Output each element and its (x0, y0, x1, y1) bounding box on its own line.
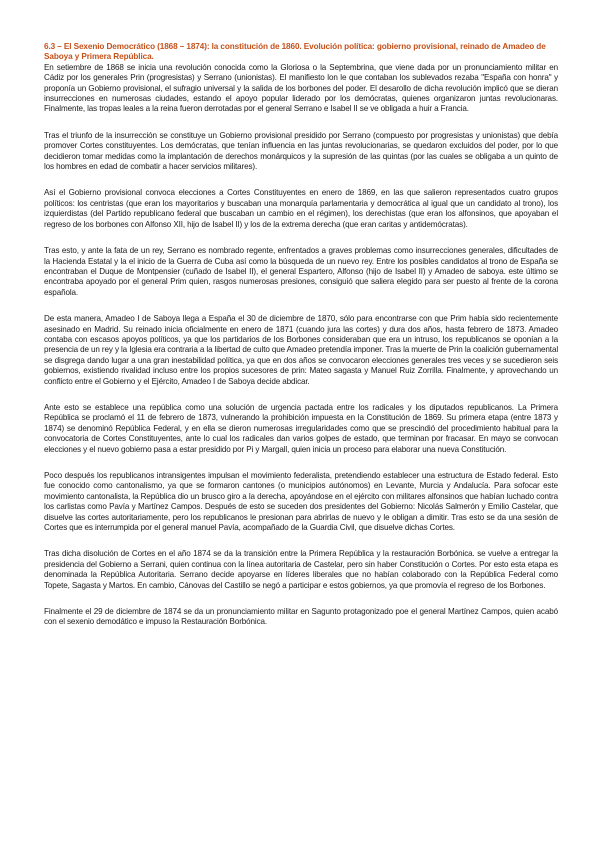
paragraph-pronunciamiento-sagunto: Finalmente el 29 de diciembre de 1874 se da un pronunciamiento militar en Sagunto protagonizado poe el general Martínez Campos, quien acabó con el sexenio demodático e impuso la Restauración Borbónica. (44, 607, 558, 627)
paragraph-cantonalismo: Poco después los republicanos intransigentes impulsan el movimiento federalista, pretendiendo establecer una estructura de Estado federal. Esto fue conocido como cantonalismo, ya que se formaron cantones (o municipios autónomos) en Levante, Murcia y Andalucía. Para sofocar este movimiento cantonalista, la República dio un brusco giro a la derecha, apoyándose en el ejército con militares alfonsinos que habían luchado contra los carlistas como Pavía y Martínez Campos. Después de esto se suceden dos presidentes del Gobierno: Nicolás Salmerón y Emilio Castelar, que disuelve las cortes autoritariamente, pero los republicanos le presionan para abrirlas de nuevo y le obligan a dimitir. Tras esto se da una sesión de Cortes que es interrumpida por el general manuel Pavía, acompañado de la Guardia Civil, que disuelve dichas Cortes. (44, 471, 558, 533)
document-page (44, 42, 558, 644)
paragraph-amadeo-saboya: De esta manera, Amadeo I de Saboya llega a España el 30 de diciembre de 1870, sólo para encontrarse con que Prim había sido recientemente asesinado en Madrid. Su reinado inicia oficialmente en enero de 1871 (cuando jura las cortes) y dura dos años, hasta febrero de 1873. Amadeo contaba con escasos apoyos políticos, ya que los partidarios de los Borbones consideraban que era un intruso, los republicanos se oponían a la presencia de un rey y la Iglesia era contraria a la libertad de culto que Amadeo pretendía imponer. Tras la muerte de Prin la coalición gubernamental se disgrega dando lugar a una gran inestabilidad política, ya que en dos años se convocaron elecciones generales tres veces y se sucedieron seis gobiernos, existiendo rivalidad incluso entre los propios sucesores de prin: Mateo sagasta y Manuel Ruiz Zorrilla. Finalmente, y aprovechando un conflicto entre el Gobierno y el Ejército, Amadeo I de Saboya decide abdicar. (44, 314, 558, 386)
paragraph-revolucion-1868: En setiembre de 1868 se inicia una revolución conocida como la Gloriosa o la Septembrina, que viene dada por un pronunciamiento militar en Cádiz por los generales Prin (progresistas) y Serrano (unionistas). El manifiesto lon le que contaban los sublevados rezaba "España con honra" y proponía un Gobierno provisional, el sufragio universal y la salida de los borbones del poder. El desarollo de dicha revolución implicó que se dieran insurrecciones en numerosas ciudades, estando el apoyo popular liderado por los demócratas, quienes organizaron juntas revolucionaras. Finalmente, las tropas leales a la reina fueron derrotadas por el general Serrano e Isabel II se ve obligada a huir a Francia. (44, 62, 558, 114)
paragraph-elecciones-1869: Así el Gobierno provisional convoca elecciones a Cortes Constituyentes en enero de 1869, en las que salieron representados cuatro grupos políticos: los centristas (que eran los mayoritarios y buscaban una monarquía parlamentaria y democrática al igual que un candidato al trono), los izquierdistas (del Partido republicano federal que buscaban un cambio en el régimen), los derechistas (que eran los alfonsinos, que apoyaban el regreso de los borbones con Alfonso XII, hijo de Isabel II) y los de la extrema derecha (que eran caritas y antidemócratas). (44, 188, 558, 229)
paragraph-gobierno-provisional: Tras el triunfo de la insurrección se constituye un Gobierno provisional presidido por Serrano (compuesto por progresistas y unionistas) que debía promover Cortes constituyentes. Los demócratas, que tenían influencia en las juntas revolucionarias, se quedaron excluidos del poder, por lo que decidieron tomar medidas como la implantación de derechos monárquicos y la supresión de las quintas (por las cuales se obligaba a un quinto de los hombres en edad de combatir a hacer servicios militares). (44, 130, 558, 172)
paragraph-regencia-serrano: Tras esto, y ante la fata de un rey, Serrano es nombrado regente, enfrentados a graves problemas como insurrecciones generales, dificultades de la Hacienda Estatal y la el inicio de la Guerra de Cuba así como la búsqueda de un nuevo rey. Entre los posibles candidatos al trono de España se encontraban el Duque de Montpensier (cuñado de Isabel II), el general Espartero, Alfonso (hijo de Isabel II) y Amadeo de saboya. este último se encontraba apoyado por el general Prim quien, rasgos numerosas presiones, consiguió que saliera elegido para ser puesto al frente de la corona española. (44, 246, 558, 297)
paragraph-primera-republica: Ante esto se establece una república como una solución de urgencia pactada entre los radicales y los diputados republicanos. La Primera República se proclamó el 11 de febrero de 1873, vulnerando la prohibición impuesta en la Constitución de 1869. Su primera etapa (entre 1873 y 1874) se denominó República Federal, y en ella se dieron numerosas irregularidades como que se prescindió del procedimiento habitual para la convocatoria de Cortes Constituyentes, ante lo cual los radicales dan varios golpes de estado, que terminan por fracasar. En mayo se convocan elecciones y el nuevo gobierno pasa a estar presidido por Pi y Margall, quien inicia un proceso para elaborar una nueva Constitución. (44, 402, 558, 454)
paragraph-republica-autoritaria: Tras dicha disolución de Cortes en el año 1874 se da la transición entre la Primera República y la restauración Borbónica. se vuelve a entregar la presidencia del Gobierno a Serrani, quien continua con la línea autoritaria de Castelar, pero sin haber Constitución o Cortes. Por esto esta etapa es denominada la República Autoritaria. Serrano decide apoyarse en líderes liberales que no habían colaborado con la República Federal como Topete, Sagasta y Martos. En cambio, Cánovas del Castillo se negó a participar e estos gobiernos, ya que promovía el regreso de los Borbones. (44, 549, 558, 590)
section-heading: 6.3 – El Sexenio Democrático (1868 – 1874): la constitución de 1860. Evolución política: gobierno provisional, reinado de Amadeo de Saboya y Primera República. (44, 42, 546, 62)
